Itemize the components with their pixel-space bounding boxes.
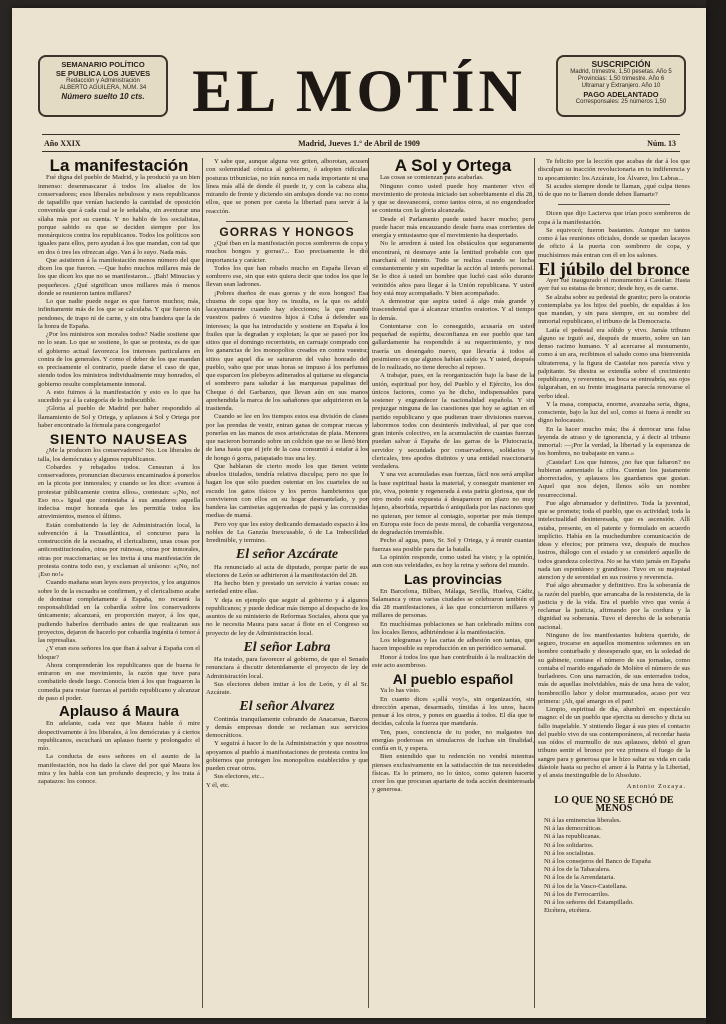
list-item: Etcétera, etcétera.: [544, 907, 592, 915]
paragraph: No le arredren á usted los obstáculos que seguramente encontrará, ni desmaye ante la lentitud probable con que marchará el intento. Todo se realiza cuando se lucha constantemente y sin supeditar la acción al interés personal. Se lo dice á usted un hombre que luchó casi sólo durante veintidós años para llegar á la Unión republicana. Y usted hoy está muy acompañado. Y bien acompañado.: [372, 240, 534, 297]
list-item: Ni á los señores del Estampillado.: [544, 899, 634, 907]
divider: [226, 221, 348, 222]
paragraph: A demostrar que aspira usted á algo más grande y trascendental que á alcanzar triunfos oratorios. Y al tiempo lo demás.: [372, 298, 534, 322]
paragraph: Y la masa, compacta, enorme, avanzaba seria, digna, consciente, bajo la luz del sol, como si fuera á rendir su digno holocausto.: [538, 400, 690, 425]
info-line: SE PUBLICA LOS JUEVES: [55, 69, 151, 78]
paragraph: Dicen que dijo Lacierva que irían poco sombreros de copa á la manifestación.: [538, 210, 690, 226]
paragraph: Latía el pedestal era sólido y vivo. Jamás tribuno alguno se irguió así, después de muerto, sobre un tan denso racimo humano. Y al acercarse al monumento, como á un ara, recibimos el saludo como una bienvenida ultraterrena, y la figura de Castelar nos parecía viva y palpitante. Su diestra se extendía sobre el crecimiento republicano, y reverentes, su boca se entreabría, sus ojos fulguraban, en su frente imaginaria parecía renovarse el verbo ideal.: [538, 326, 690, 400]
paragraph: A trabajar, pues, en la reorganización bajo la base de la unión, espiritual por hoy, del Pueblo y el Ejército, los dos únicos factores, como ya he dicho, indispensables para sostener y engrandecer la nacionalidad española. Y sin prejuzgar ninguna de las cuestiones que hoy se agitan en el partido republicano y que pudieran traer divisiones nuevas, laboremos todos con desinterés individual, al par que con gran interés colectivo, en la acumulación de cuantas fuerzas puedan salvar á España de las garras de la Plutocracia, servidor y secundada por conservadores, solidarios y clericales, tres apodos distintos y una entidad reaccionaria verdadera.: [372, 372, 534, 470]
info-line: Madrid, trimestre, 1,50 pesetas. Año 5: [570, 69, 672, 75]
newspaper-page: [12, 8, 706, 1018]
list-item: Ni á los de la Tabacalera.: [544, 866, 611, 874]
masthead-title: EL MOTÍN: [192, 58, 526, 124]
column-1: [38, 158, 200, 786]
paragraph: Te felicito por la lección que acabas de dar á los que disculpan su inacción revolucionaria en tu indiferencia y tu apocamiento: los Azcárate, los Álvarez, los Labras...: [538, 158, 690, 182]
paragraph: Honor á todos los que han contribuído á la realización de este acto asombroso.: [372, 653, 534, 669]
divider: [42, 151, 680, 152]
paragraph: Limpio, espiritual de día, alumbró en espectáculo magno: el de un pueblo que ejercita su derecho y dicta su fallo inapelable. Y sintiendo llegar á sus pies el contacto del pueblo vivo de sus contemporáneos, al recordar hasta sus oídos el murmullo de sus aplausos, debió el gran tribuno sentir el bronce por vez primera el fuego de la sangre para y generosa que le hizo saltar su vida en cada diástole hasta su pecho el amor á la Patria y la Libertad, y el ansia inextinguible de lo Absoluto.: [538, 706, 690, 779]
paragraph: Fué algo abrumador y definitivo. Era la soberanía de la razón del pueblo, que arrancaba de la resistencia, de la justicia y de la vida. Era el pueblo vivo que venía á reclamar la justicia, afirmando por la cordura y la dignidad su soberanía. Tuvo el derecho de la soberanía nacional.: [538, 582, 690, 631]
subscription-box: [556, 55, 686, 117]
paragraph: Cuando se lee en los tiempos estos esa división de clases por las prendas de vestir, entran ganas de comprar ruecas y ponerlas en las manos de esos aristócratas de plata. Menores que nacieron borrando sobre un colchón que no se llenó bien de lana hasta que el jefe de la casa consumió á estafar á los de hongo ó gorra, patapatado tras una ley.: [206, 413, 368, 462]
divider: [42, 134, 680, 135]
paragraph: ¿Por los ministros son morales todos? Nadie sostiene que no lo sean. Lo que se sostiene, lo que se protesta, es de que el gobierno actual favorezca los intereses particulares en contra de los generales. Y como el deber de los que mandan es precisamente el contrario, puede darse el caso de que, siendo todos los ministros individualmente muy honrados, el gobierno resulte completamente inmoral.: [38, 331, 200, 388]
column-2: [206, 158, 368, 790]
paragraph: Están combatiendo la ley de Administración local, la subvención á la Trasatlántica, el concurso para la construcción de la escuadra, el clericalismo, unas cosas por anticonstitucionales, otras por ruinosas, otras por inmorales, otras por reaccionarias; se les invita á una manifestación de protesta contra todo eso, y exclaman al unísono: «¡No, no! ¡Eso no!»: [38, 521, 200, 578]
paragraph: Fué digna del pueblo de Madrid, y la produció ya un bien inmenso: desenmascarar á todos los aliados de los conservadores; esos liberales nebulosos y esos republicanos de tapadillo que venían haciendo la cantidad de oposición convenida que á cada cual se le señalaba, sin aventurar una sílaba más por su cuenta. Y no hablo de los socialistas, porque sabido es que se deciden siempre por los monárquicos contra los republicanos. Todos los políticos son iguales para ellos, pero ayudan á los que mandan, con tal que en dos ó tres les ofrezcan algo. Van á lo suyo. Nada más.: [38, 174, 200, 256]
paragraph: ¡Castelar! Los que fuimos, ¿no fue que faltaron? no hubieran aumentado la cifra. Cuentan los justamente aborreciados, y aplausos los guardamos que gustan. Aquel que nos dejen, llenos sólo un nombre resurreccional.: [538, 458, 690, 499]
list-item: Ni á los de la Arrendataria.: [544, 874, 616, 882]
issue-year: Año XXIX: [44, 139, 81, 148]
headline-gorras: GORRAS Y HONGOS: [219, 224, 355, 239]
paragraph: ¿Qué iban en la manifestación pocos sombreros de copa y muchos hongos y gorras?... Eso precisamente le dió importancia y carácter.: [206, 240, 368, 264]
headline-labra: El señor Labra: [243, 639, 331, 655]
paragraph: A esto fuimos á la manifestación y esto es lo que ha sucedido ya: á la categoría de lo indiscutible.: [38, 388, 200, 404]
headline-nauseas: SIENTO NAUSEAS: [49, 431, 189, 447]
paragraph: Ha tratado, para favorecer al gobierno, de que el Senado renunciara á discutir detenidamente el proyecto de ley de Administración local.: [206, 656, 368, 680]
headline-jubilo: El júbilo del bronce: [538, 258, 690, 279]
paragraph: En cuanto dices «¡allá voy!», sin organización, sin dirección apenas, desarmado, tímidas á los unos, haces pensar á los otros, y pones en guardia á todos. El día que te decidas, calcula la fuerza que mandarás.: [372, 695, 534, 728]
headline-aplauso: Aplauso á Maura: [58, 703, 180, 720]
paragraph: La opinión responde, como usted ha visto; y la opinión, aun con sus veleidades, es hoy la reina y señora del mundo.: [372, 553, 534, 569]
paragraph: Cobardes y rebajados todos. Censuran á los conservadores, pronuncian discursos encaminados á ponerlos en la picota por inmorales; y cuando se les dice: «vamos á protestar públicamente contra ellos», contestan: «¡No, no! Eso no.» Igual que contestaba á sus amadores aquella indecisa mujer honrada que les permitía todos los atrevimientos, menos el último.: [38, 463, 200, 521]
issue-number: Núm. 13: [647, 139, 676, 148]
paragraph: Si acudes siempre donde te llaman, ¿qué culpa tienes tú de que no te llamen donde deben llamarte?: [538, 182, 690, 198]
paragraph: Se alzaba sobre su pedestal de granito; pero la oratoria contemplaba ya los hijos del pueblo, de espaldas á los que mandan, y sin para siempre, en su nombre del inmortal republicano, el tribuno de la Democracia.: [538, 293, 690, 326]
paragraph: En Barcelona, Bilbao, Málaga, Sevilla, Huelva, Cádiz, Salamanca y otras varias ciudades se celebraron también el día 28 manifestaciones, á las que concurrieron millares y millares de personas.: [372, 587, 534, 620]
scan-edge: [706, 0, 726, 1024]
info-line: Corresponsales: 25 números 1,50: [575, 99, 667, 105]
paragraph: Y una vez acumuladas esas fuerzas, fácil nos será ampliar la base espiritual hasta la material, y conseguir mantener en pie, viva, potente y regenerada á esta patria gloriosa, que de otro modo está expuesta á desaparecer en plazo no muy lejano, absorbida, repartida ó aniquilada por las naciones que no quieran, por temor al contagio, soportar por más tiempo en Europa este foco de peste moral, de cobardía vergonzosa, de degradación irremisible.: [372, 471, 534, 536]
headline-sol-ortega: A Sol y Ortega: [394, 156, 512, 175]
headline-azcarate: El señor Azcárate: [235, 547, 339, 563]
absent-list: [538, 817, 690, 915]
paragraph: Ninguno de los manifestantes hubiera querido, de seguro, trocarse en aquellos momentos solemnes en un hombre conturbado y desesperado que, en la soledad de su gabinete, contase el número de sus jornadas, como contaba el marido engañado de Molière el número de sus burladores. Con una narración, de sus enterrados todos, más de aquellas inolvidables, más de una hora de valor, hombrecillo labor y dolor murmurados, acaso por vez primera: ¡Ah, qué amargo es el pan!: [538, 631, 690, 705]
column-rule: [368, 158, 369, 1008]
list-item: Ni á los de la Vasco-Castellana.: [544, 882, 628, 890]
paragraph: Que hablaran de cierto modo los que tienen veinte abuelos titulados, tendría relativa disculpa; pero no que lo hagan los que sólo pueden ostentar en los cuarteles de su escudo los gatos tísicos y los perros hambrientos que convivieron con ellos en su hogar desmantelado, y por bandera las camisetas agujereadas de papá y las corcusidas medias de mamá.: [206, 462, 368, 520]
paragraph: Sus electores deben imitar á los de León, y él al Sr. Azcárate.: [206, 680, 368, 696]
paragraph: ¡Pobres dueños de esas gorras y de esos hongos! Esa chusma de copa que hoy os insulta, es la que os aduló lacayunamente cuando hay elecciones; la que mandó vuestros padres ó vuestros hijos á Cuba á defender sus intereses; la que ha introducido y sostiene en España á los frailes que la degradan y explotan; la que se paseó por los sitios que el domingo recorristeis, en carruaje comprado con los ganancias de los monopolios creados en contra vuestra; sitios que aquel día se saturaron del vaho honrado del pueblo, vaho que por unas horas se impuso á los perfumes que esparcen los plebeyos adinerados al quitarse su elegancia el sombrero para saludar á las marquesas papalinas del Cheque ó del Garbanzo, que llevan aún en sus manos aprehendida la marca de los sañañones que adquirieron en la trastienda.: [206, 289, 368, 412]
info-line: PAGO ADELANTADO: [583, 90, 659, 99]
paragraph: La conducta de esos señores en el asunto de la manifestación, nos ha dado la clave del por qué Maura los mira y les habla con tan profundo desprecio, y los trata á zapatazos: los conoce.: [38, 753, 200, 785]
list-item: Ni á los socialistas.: [544, 849, 595, 857]
list-item: Ni á las republicanas.: [544, 833, 601, 841]
headline-no-menos: LO QUE NO SE ECHÓ DE MENOS: [554, 794, 674, 814]
list-item: Ni á los solidarios.: [544, 841, 594, 849]
paragraph: Las cosas se comienzan para acabarlas.: [380, 174, 484, 182]
list-item: Ni á las democráticas.: [544, 825, 603, 833]
info-line: Ultramar y Extranjero. Año 10: [581, 83, 661, 89]
paragraph: En la hacer mucho más; iba á derrocar una falsa leyenda de atraso y de ignorancia, y á decir al tribuno inmortal: —¡Por la verdad, la libertad y la esperanza de los hombres, no trabajaste en vano.»: [538, 425, 690, 458]
paragraph: En adelante, cada vez que Maura hable ó mire despectivamente á los liberales, á los demócratas y á ciertos republicanos, escuchará un aplauso fuerte y prolongado: el mío.: [38, 720, 200, 752]
column-3: [372, 158, 534, 795]
paragraph: Pero voy que les estoy dedicando demasiado espacio á los nobles de La Ganzúa Inexcusable, ó de La Imbecilidad Irredimible, y termino.: [206, 520, 368, 544]
list-item: Ni á los consejeros del Banco de España: [544, 858, 651, 866]
paragraph: Bien entendido que tu redención no vendrá mientras pienses exclusivamente en la satisfacción de tus necesidades físicas. Es lo primero, no lo único, como quieren hacerte creer los que procuran apartarte de toda acción desinteresada y generosa.: [372, 753, 534, 794]
paragraph: Y deja en ejemplo que seguir al gobierno y á algunos republicanos; y puede dedicar más tiempo al despacho de los asuntos de su ministerio de Reformas Sociales, ahora que ya no le necesita Maura para sacar á flote en el Congreso su proyecto de ley de Administración local.: [206, 596, 368, 637]
info-line: SUSCRIPCIÓN: [591, 59, 651, 69]
paragraph: Ahora comprenderán los republicanos que de buena fe entraron en ese movimiento, la razón que tuve para combatirlo desde luego. Conocía bien á los que fraguaron la comedia para restar fuerzas al partido republicano y alcanzar de paso el poder.: [38, 661, 200, 702]
author-signature: Antonio Zozaya.: [626, 783, 686, 791]
paragraph: Ayer fué inaugurado el monumento á Castelar. Hasta ayer fué su estatua de bronce; desde hoy, es de carne.: [538, 277, 690, 293]
paragraph: En muchísimas poblaciones se han celebrado mítins con los locales llenos, adhiriéndose á la manifestación.: [372, 620, 534, 636]
paragraph: Sus electores, etc... Y él, etc.: [206, 773, 265, 789]
info-line: SEMANARIO POLÍTICO: [61, 60, 145, 69]
paragraph: Los telegramas y las cartas de adhesión son tantas, que hacen imposible su reproducción en un periódico semanal.: [372, 637, 534, 653]
paragraph: ¡Gloria al pueblo de Madrid por haber respondido al llamamiento de Sol y Ortega, y aplausos á Sol y Ortega por haber encontrado la fórmula para congregarlo!: [38, 405, 200, 429]
paragraph: Ninguno como usted puede hoy mantener vivo el movimiento de protesta iniciado tan soberbiamente el día 28, y que se desvanecerá, como tantos otros, si no engendrador se contenta con la gloria alcanzada.: [372, 182, 534, 215]
paragraph: Contentarse con lo conseguido, acusaría en usted pequeñad de espíritu, desconfianza en ese pueblo que tan gallardamente ha respondido á su requerimiento, y nos traería un desengaño nuevo, que llevaría á todos al pesimismo en que algunos habían caído ya. Y usted, después de lo realizado, no tiene derecho al reposo.: [372, 322, 534, 371]
headline-pueblo-espanol: Al pueblo español: [392, 671, 514, 687]
paragraph: Ha hecho bien y prestado un servicio á varias cosas: su seriedad entre ellas.: [206, 580, 368, 596]
paragraph: ¿Y eran esos señores los que iban á salvar á España con el bloque?: [38, 645, 200, 661]
column-rule: [202, 158, 203, 1008]
info-line: Número suelto 10 cts.: [61, 92, 145, 101]
info-line: Redacción y Administración: [66, 78, 140, 84]
headline-manifestacion: La manifestación: [49, 156, 189, 175]
paragraph: ¿Me la producen los conservadores? No. Los liberales de talla, los demócratas y algunos republicanos.: [38, 447, 200, 463]
list-item: Ni á los de Ferrocarriles.: [544, 890, 610, 898]
paragraph: Y seguirá á hacer lo de la Administración y que nosotros apoyamos al pueblo á manifestaciones de protesta contra los gobiernos que protegen los monopolios establecidos y que pueden crear otros.: [206, 740, 368, 772]
paragraph: Y sabe que, aunque alguna vez griten, alborotan, acusen con solemnidad cómica al gobierno, ó adopten ridículas posturas tribunicias, no irán nunca en nada importante ni una línea más allá de donde él puede ir, y con la cabeza alta, mirando de frente y diciendo sin ambajes donde va: no como ellos, que se ponen por careta la libertad para servir á la reacción.: [206, 158, 368, 215]
headline-provincias: Las provincias: [403, 571, 503, 588]
info-line: ALBERTO AGUILERA, NÚM. 34: [59, 85, 147, 91]
paragraph: Cuando mañana sean leyes esos proyectos, y los anguinos sobre lo de la escuadra se confirmen, y el clericalismo acabe de dominar completamente á España, no recaerá la responsabilidad en la cobardía sobre los conservadores únicamente; alcanzará, en proporción mayor, á los que, pudiendo haberlos derribado antes de que realizaran sus proyectos, dejaron de hacerlo por cobardía ingénita ó temor á las represalias.: [38, 579, 200, 644]
paragraph: Todos los que han robado mucho en España llevan el sombrero ese, sin que esto quiera decir que todos los que lo llevan sean ladrones.: [206, 264, 368, 289]
list-item: Ni á las eminencias liberales.: [544, 817, 622, 824]
paragraph: Fue algo abrumador y definitivo. Toda la juventud, que se promete; toda el pueblo, que es actividad; toda la intelectualidad desinteresada, que es ascensión. Allí estaba, presente, en el patente y formulado en acuerdo implícito. Había en la muchedumbre comunicación de ideas y efectos; por primera vez, después de muchos lustros, diálogo con el estado y se consideró aquello de todos grandeza colectiva. No se ha visto jamás en España nada tan espontáneo y grandioso. Tuvo en su majestad atencion y de serenidad en sus rostros y reverencia.: [538, 499, 690, 581]
paragraph: Continúa tranquilamente cobrando de Anacarsas, Barcos y demás empresas donde se reclaman sus servicios democráticos.: [206, 715, 368, 739]
paragraph: Ya lo has visto.: [380, 687, 421, 695]
paragraph: Desde el Parlamento puede usted hacer mucho; pero puede hacer más encauzando desde fuera esas corrientes de energía y entusiasmo que el movimiento ha despertado.: [372, 215, 534, 239]
issue-date: Madrid, Jueves 1.° de Abril de 1909: [298, 139, 420, 148]
paragraph: Pecho al agua, pues, Sr. Sol y Ortega, y á reunir cuantas fuerzas sea posible para dar la batalla.: [372, 537, 534, 553]
info-line: Provincias: 1,50 trimestre. Año 6: [577, 76, 665, 82]
column-4: [538, 158, 690, 915]
paragraph: Que asistieron á la manifestación menos número del que dicen los que fueron. —Que hubo muchos millares más de los que dicen los que no se manifestaron... ¡Bah! Minucias y pequeñeces. ¿Qué significan unos millares más ó menos donde se reunieron tantos millares?: [38, 256, 200, 297]
paragraph: Lo que nadie puede negar es que fueron muchos; más, infinitamente más de los que se calculaba. Y que fueron sin pendones, de trapo ni de carne, y sin otra bandera que la de la honra de España.: [38, 298, 200, 330]
paragraph: Ha renunciado al acta de diputado, porque parte de sus electores de León se adhirieron á la manifestación del 28.: [206, 563, 368, 579]
column-rule: [534, 158, 535, 1008]
divider: [558, 204, 670, 205]
headline-alvarez: El señor Alvarez: [239, 699, 335, 715]
paragraph: Se equivocó; fueron bastantes. Aunque no tantos como á las reuniones oficiales, donde se quedan lacayos de oficio á la puerta con sombrero de copa, y muchísimos más entran con él en los salones.: [538, 226, 690, 259]
paragraph: Ten, pues, conciencia de tu poder, no malgastes tus energías poderosas en simulacros de luchas sin finalidad, confía en ti, y espera.: [372, 728, 534, 752]
